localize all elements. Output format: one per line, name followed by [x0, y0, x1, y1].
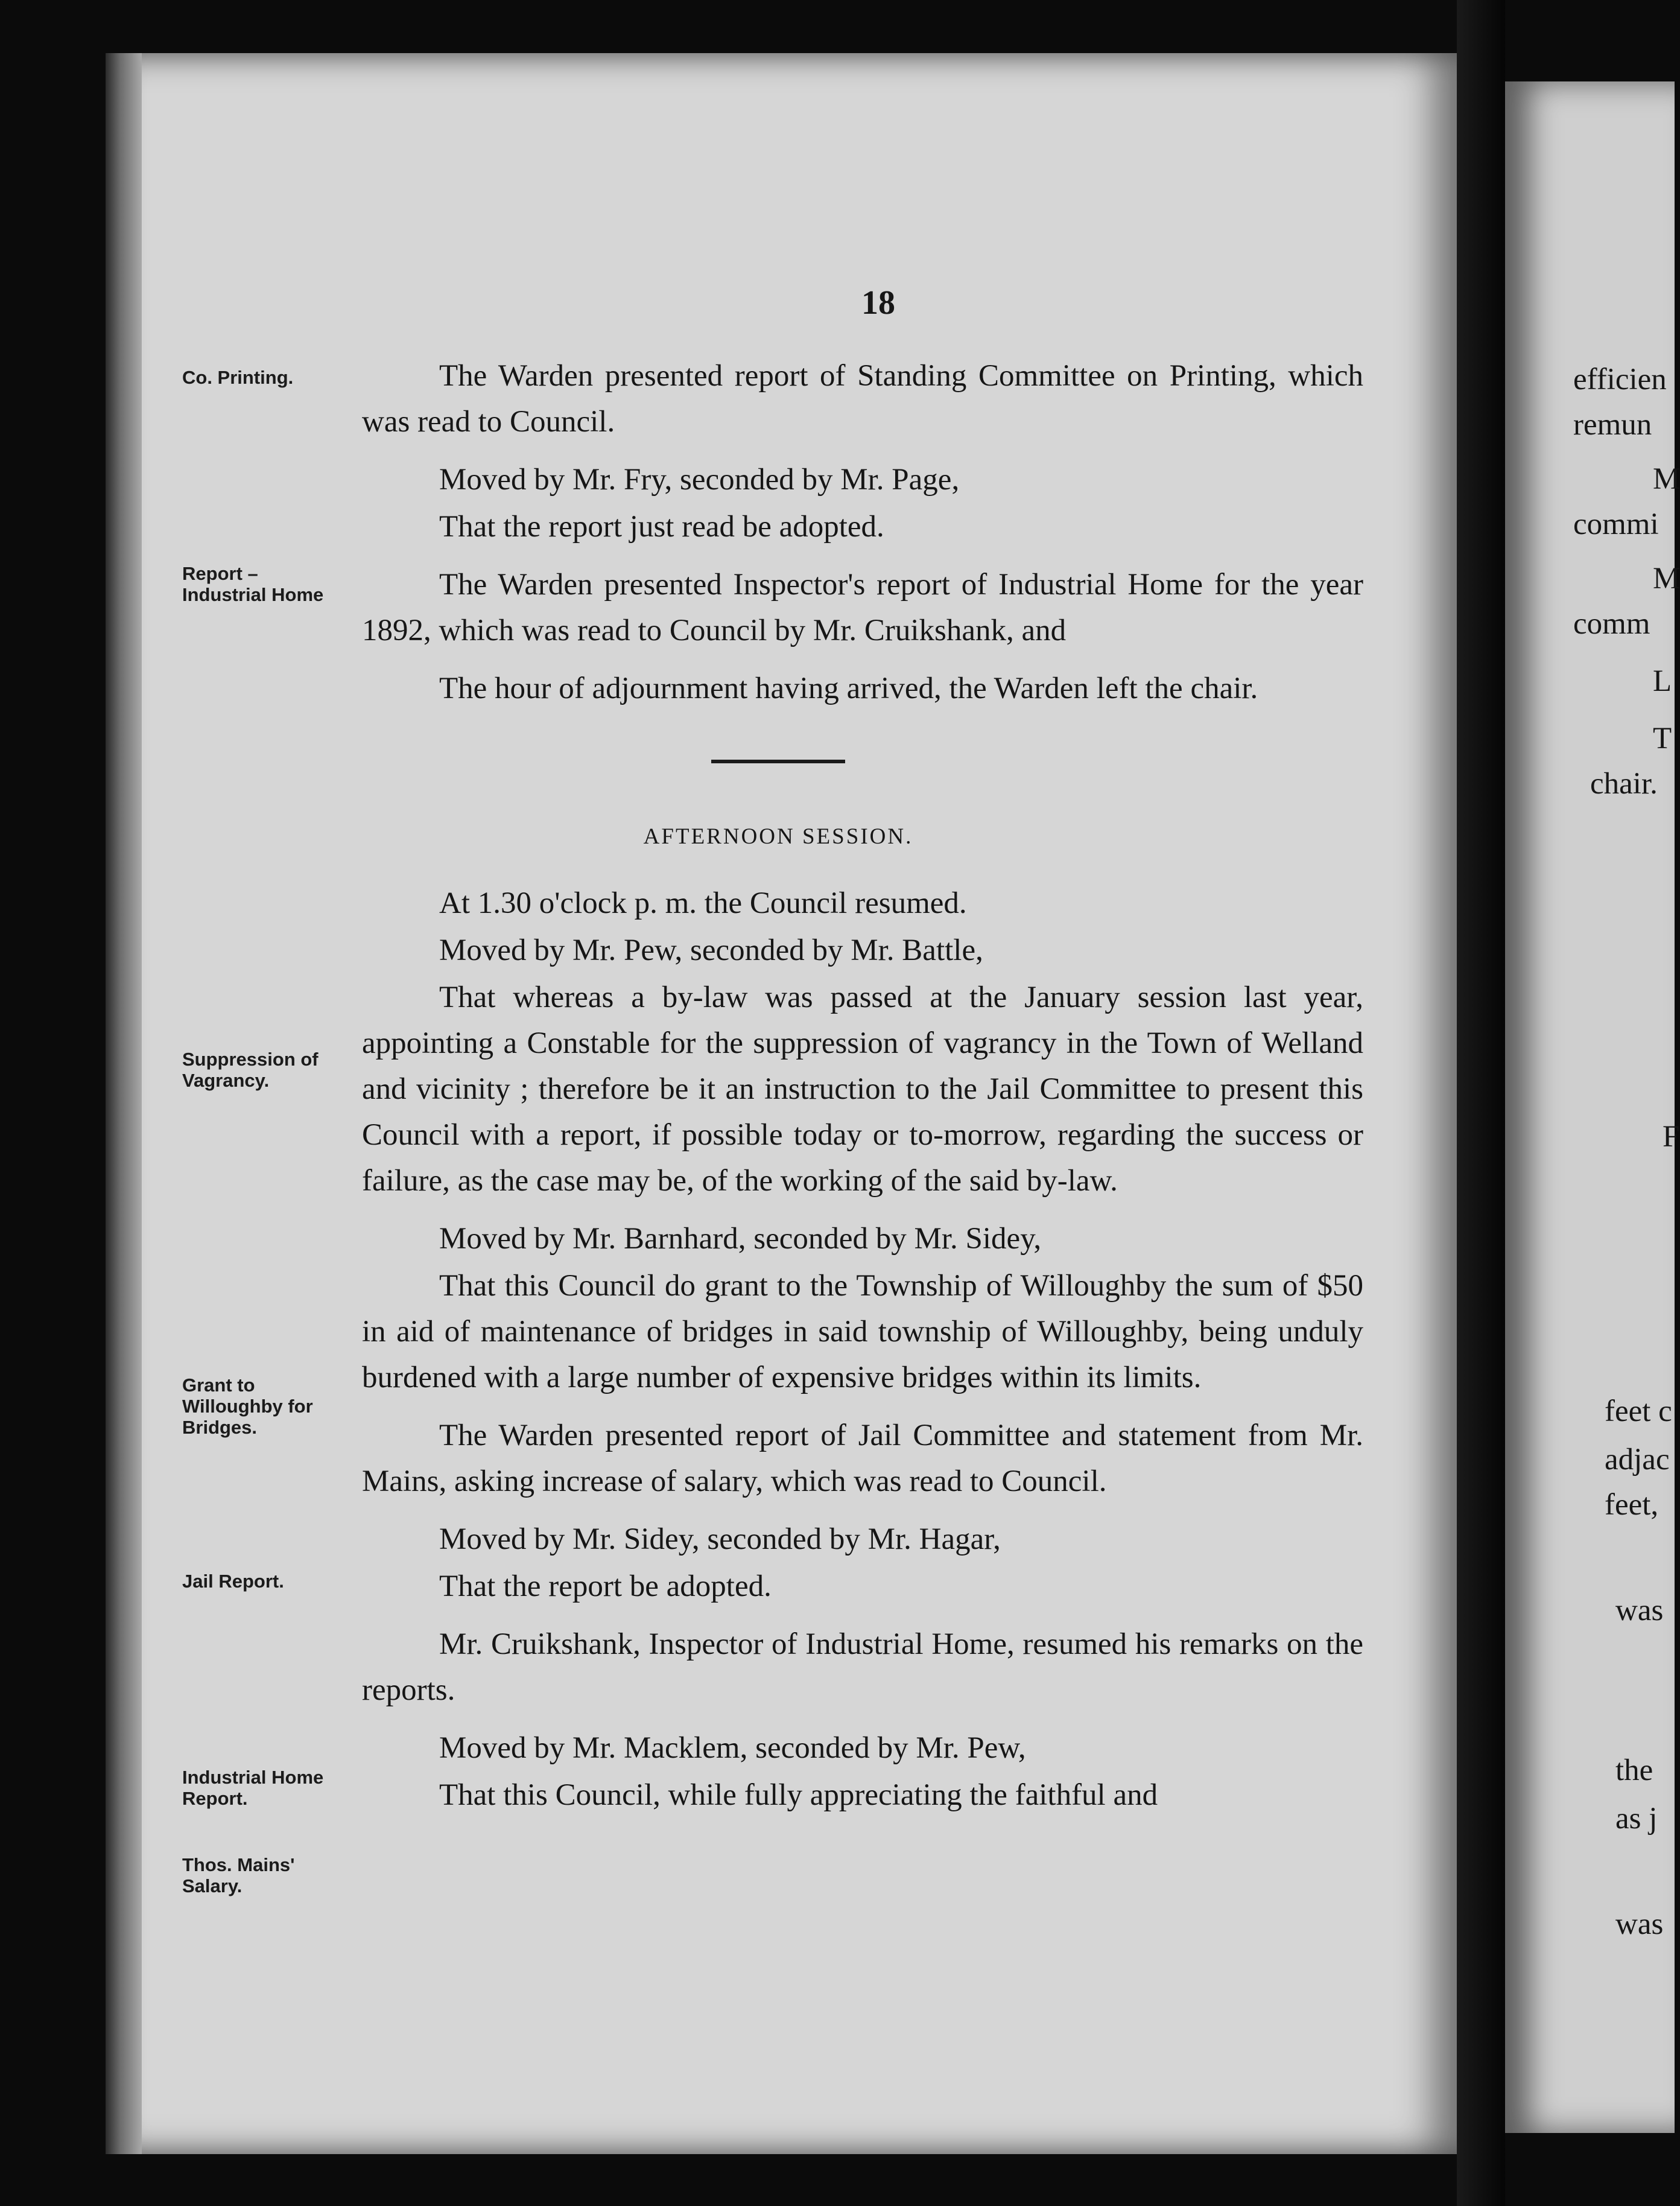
margin-note-report-industrial-home: Report – Industrial Home — [182, 563, 324, 605]
paragraph-willoughby-grant: That this Council do grant to the Township of Willoughby the sum of $50 in aid of maintenance of bridges in said township of Willoughby, being unduly burdened with a large number of expensive bridges within its limits. — [362, 1269, 1363, 1394]
facing-line: commi — [1573, 507, 1659, 541]
facing-line: chair. — [1590, 767, 1658, 801]
paragraph-adopt-report: That the report just read be adopted. — [439, 510, 884, 544]
paragraph-motion-sidey: Moved by Mr. Sidey, seconded by Mr. Hagar, — [439, 1522, 1001, 1556]
paragraph-jail-report: The Warden presented report of Jail Committee and statement from Mr. Mains, asking increase of salary, which was read to Council. — [362, 1419, 1363, 1498]
facing-line: efficien — [1573, 363, 1667, 396]
facing-line: remun — [1573, 408, 1652, 442]
facing-line: was — [1615, 1594, 1664, 1627]
margin-note-co-printing: Co. Printing. — [182, 367, 294, 388]
section-divider — [711, 760, 845, 763]
facing-line: L — [1653, 664, 1672, 698]
paragraph-report-adopted: That the report be adopted. — [439, 1569, 772, 1603]
facing-line: F — [1663, 1120, 1680, 1154]
facing-line: M — [1653, 562, 1680, 596]
facing-line: as j — [1615, 1802, 1658, 1836]
facing-line: T — [1653, 722, 1672, 755]
facing-line: adjac — [1605, 1443, 1670, 1476]
paragraph-printing-report: The Warden presented report of Standing Committee on Printing, which was read to Council. — [362, 359, 1363, 439]
margin-note-jail-report: Jail Report. — [182, 1571, 284, 1592]
afternoon-session-heading: AFTERNOON SESSION. — [643, 824, 913, 849]
paragraph-council-resumed: At 1.30 o'clock p. m. the Council resumed. — [439, 886, 967, 920]
paragraph-inspector-report: The Warden presented Inspector's report of Industrial Home for the year 1892, which was read to Council by Mr. Cruikshank, and — [362, 568, 1363, 647]
paragraph-vagrancy-motion: That whereas a by-law was passed at the January session last year, appointing a Constable for the suppression of vagrancy in the Town of Welland and vicinity ; therefore be it an instruction to the Jail Committee to present this Council with a report, if possible today or to-morrow, regarding the success or failure, as the case may be, of the working of the said by-law. — [362, 981, 1363, 1198]
page-number: 18 — [861, 284, 895, 322]
paragraph-cruikshank-remarks: Mr. Cruikshank, Inspector of Industrial Home, resumed his remarks on the reports. — [362, 1627, 1363, 1707]
facing-line: was — [1615, 1907, 1664, 1941]
paragraph-council-appreciating: That this Council, while fully appreciating the faithful and — [439, 1778, 1158, 1812]
paragraph-motion-fry: Moved by Mr. Fry, seconded by Mr. Page, — [439, 463, 960, 497]
page-binding-edge — [106, 53, 142, 2154]
paragraph-motion-barnhard: Moved by Mr. Barnhard, seconded by Mr. Sidey, — [439, 1222, 1042, 1256]
facing-line: feet c — [1605, 1394, 1672, 1428]
margin-note-grant-willoughby: Grant to Willoughby for Bridges. — [182, 1375, 313, 1438]
main-text-column — [362, 353, 1363, 1830]
book-gutter — [1457, 0, 1505, 2206]
margin-note-mains-salary: Thos. Mains' Salary. — [182, 1854, 295, 1896]
paragraph-motion-pew: Moved by Mr. Pew, seconded by Mr. Battle, — [439, 933, 983, 967]
margin-note-industrial-home-report: Industrial Home Report. — [182, 1767, 324, 1809]
paragraph-adjournment: The hour of adjournment having arrived, the Warden left the chair. — [439, 672, 1258, 705]
margin-note-suppression-vagrancy: Suppression of Vagrancy. — [182, 1049, 319, 1091]
paragraph-motion-macklem: Moved by Mr. Macklem, seconded by Mr. Pew, — [439, 1731, 1026, 1765]
facing-line: feet, — [1605, 1488, 1659, 1522]
facing-line: M — [1653, 462, 1680, 496]
facing-line: the — [1615, 1753, 1653, 1787]
facing-line: comm — [1573, 607, 1650, 641]
